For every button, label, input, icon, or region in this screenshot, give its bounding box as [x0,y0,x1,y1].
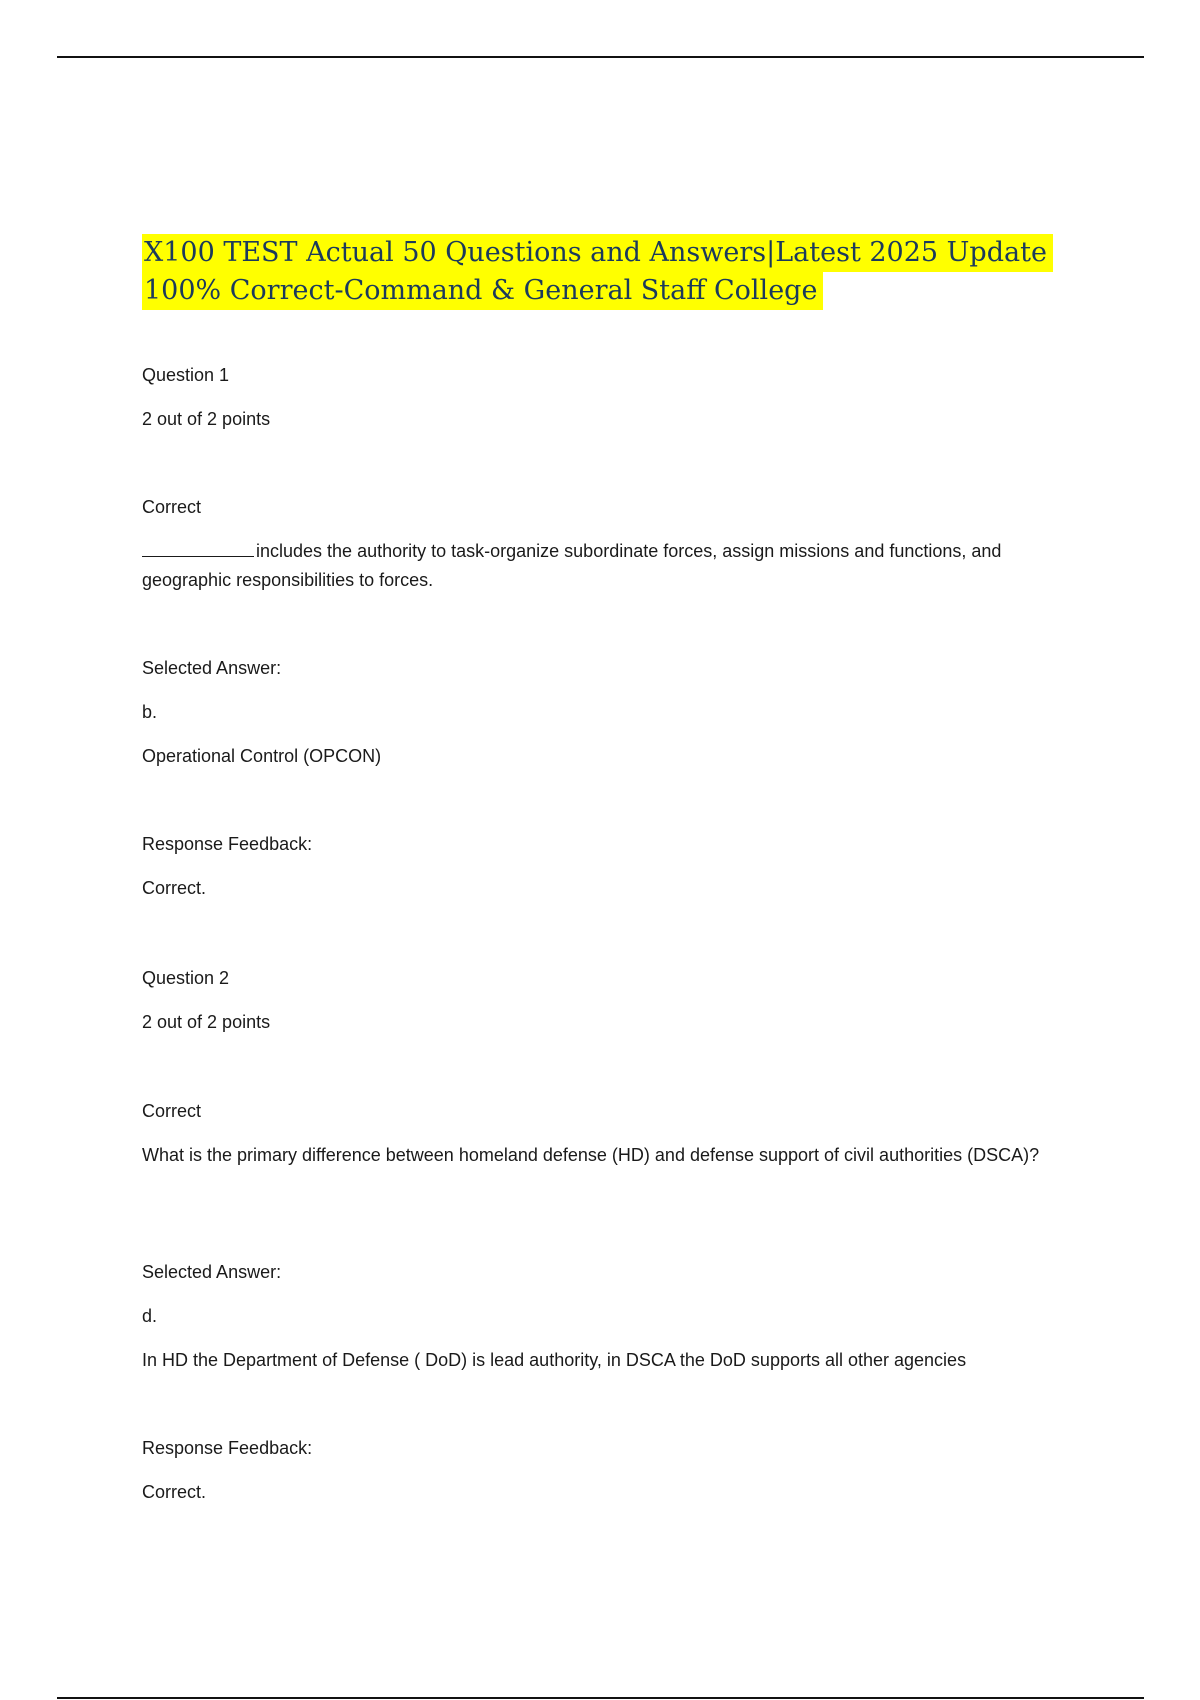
bottom-rule [57,1697,1144,1699]
question-text [142,537,1072,595]
response-feedback-label: Response Feedback: [142,1438,313,1458]
question-points: 2 out of 2 points [142,409,271,429]
response-feedback-text: Correct. [142,878,207,898]
question-text: What is the primary difference between homeland defense (HD) and defense support of civil authorities (DSCA)? [142,1145,1040,1165]
selected-answer-text: Operational Control (OPCON) [142,746,382,766]
question-heading: Question 1 [142,365,230,385]
question-heading: Question 2 [142,968,230,988]
selected-answer-letter: d. [142,1306,158,1326]
selected-answer-label: Selected Answer: [142,658,282,678]
response-feedback-text: Correct. [142,1482,207,1502]
question-status: Correct [142,1101,202,1121]
question-points: 2 out of 2 points [142,1012,271,1032]
response-feedback-label: Response Feedback: [142,834,313,854]
selected-answer-label: Selected Answer: [142,1262,282,1282]
title-line-1: X100 TEST Actual 50 Questions and Answers|Latest 2025 Update [142,234,1053,272]
selected-answer-text: In HD the Department of Defense ( DoD) is lead authority, in DSCA the DoD supports all other agencies [142,1350,967,1370]
fill-in-blank [142,538,254,557]
top-rule [57,56,1144,58]
selected-answer-letter: b. [142,702,158,722]
title-line-2: 100% Correct-Command & General Staff College [142,272,823,310]
question-status: Correct [142,497,202,517]
question-text-body: includes the authority to task-organize subordinate forces, assign missions and functions, and geographic responsibilities to forces. [142,541,1002,590]
document-title [142,234,1102,310]
